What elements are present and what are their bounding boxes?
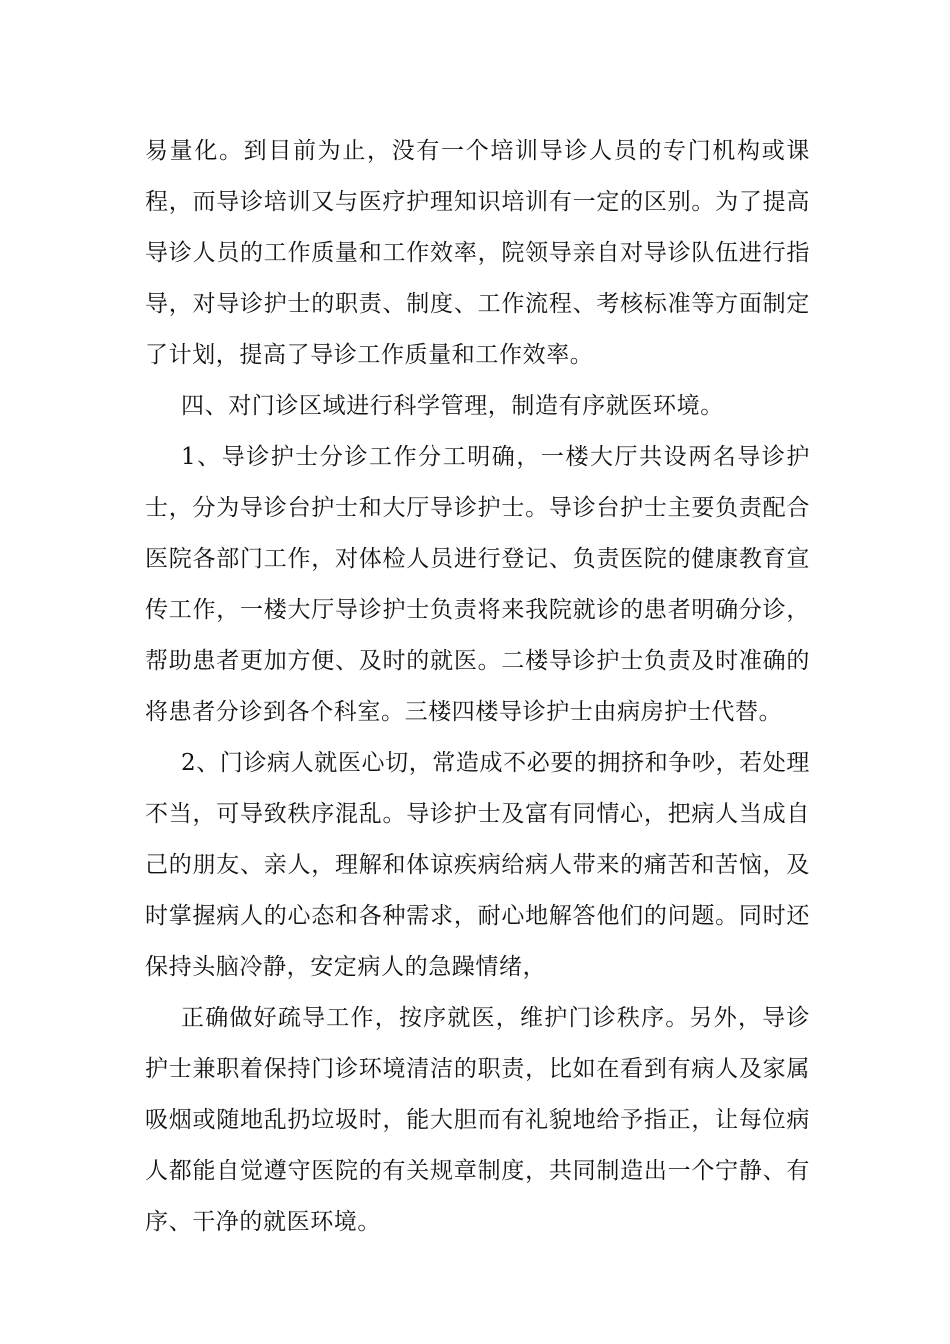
paragraph-continuation: 易量化。到目前为止，没有一个培训导诊人员的专门机构或课程，而导诊培训又与医疗护理知识培训有一定的区别。为了提高导诊人员的工作质量和工作效率，院领导亲自对导诊队伍进行指导，对导诊护士的职责、制度、工作流程、考核标准等方面制定了计划，提高了导诊工作质量和工作效率。 bbox=[145, 138, 810, 368]
paragraph-item-1: 1、导诊护士分诊工作分工明确，一楼大厅共设两名导诊护士，分为导诊台护士和大厅导诊护士。导诊台护士主要负责配合医院各部门工作，对体检人员进行登记、负责医院的健康教育宣传工作，一楼大厅导诊护士负责将来我院就诊的患者明确分诊，帮助患者更加方便、及时的就医。二楼导诊护士负责及时准确的将患者分诊到各个科室。三楼四楼导诊护士由病房护士代替。 bbox=[145, 444, 810, 725]
document-body bbox=[145, 126, 810, 1248]
section-heading-four: 四、对门诊区域进行科学管理，制造有序就医环境。 bbox=[181, 393, 724, 419]
paragraph-closing: 正确做好疏导工作，按序就医，维护门诊秩序。另外，导诊护士兼职着保持门诊环境清洁的职责，比如在看到有病人及家属吸烟或随地乱扔垃圾时，能大胆而有礼貌地给予指正，让每位病人都能自觉遵守医院的有关规章制度，共同制造出一个宁静、有序、干净的就医环境。 bbox=[145, 1005, 810, 1235]
paragraph-item-2: 2、门诊病人就医心切，常造成不必要的拥挤和争吵，若处理不当，可导致秩序混乱。导诊护士及富有同情心，把病人当成自己的朋友、亲人，理解和体谅疾病给病人带来的痛苦和苦恼，及时掌握病人的心态和各种需求，耐心地解答他们的问题。同时还保持头脑冷静，安定病人的急躁情绪， bbox=[145, 750, 810, 980]
